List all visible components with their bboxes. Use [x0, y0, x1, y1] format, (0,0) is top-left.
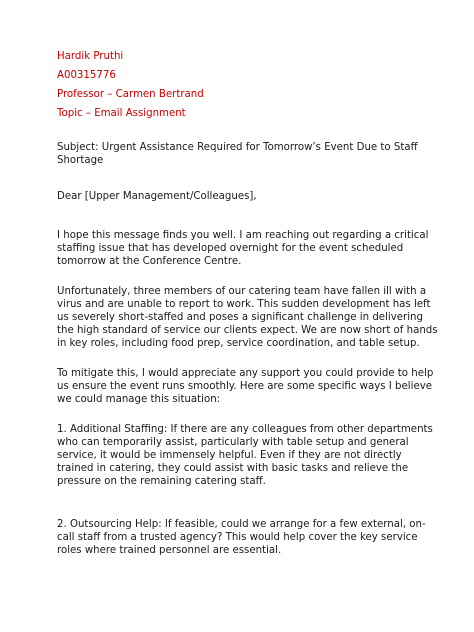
professor-line: Professor – Carmen Bertrand — [57, 89, 204, 100]
author-name: Hardik Pruthi — [57, 51, 124, 62]
paragraph-issue — [57, 285, 438, 350]
paragraph-line: us ensure the event runs smoothly. Here are some specific ways I believe — [57, 381, 433, 392]
paragraph-line: roles where trained personnel are essential. — [57, 545, 282, 556]
subject-line-2: Shortage — [57, 155, 104, 166]
paragraph-staffing — [57, 423, 433, 488]
document-page — [57, 50, 438, 557]
paragraph-line: the high standard of service our clients expect. We are now short of hands — [57, 325, 438, 336]
header-block — [57, 50, 427, 120]
paragraph-line: who can temporarily assist, particularly with table setup and general — [57, 437, 409, 448]
paragraph-line: service, it would be immensely helpful. Even if they are not directly — [57, 450, 402, 461]
paragraph-line: staffing issue that has developed overnight for the event scheduled — [57, 243, 404, 254]
subject-line-1: Subject: Urgent Assistance Required for Tomorrow’s Event Due to Staff — [57, 142, 418, 153]
paragraph-line: us severely short-staffed and poses a significant challenge in delivering — [57, 312, 423, 323]
paragraph-line: Unfortunately, three members of our catering team have fallen ill with a — [57, 286, 427, 297]
paragraph-intro — [57, 229, 427, 268]
paragraph-line: we could manage this situation: — [57, 394, 221, 405]
paragraph-line: virus and are unable to report to work. This sudden development has left — [57, 299, 431, 310]
paragraph-line: To mitigate this, I would appreciate any support you could provide to help — [57, 368, 434, 379]
paragraph-line: pressure on the remaining catering staff. — [57, 476, 266, 487]
topic-line: Topic – Email Assignment — [57, 108, 186, 119]
student-id: A00315776 — [57, 70, 116, 81]
paragraph-mitigation — [57, 367, 434, 406]
paragraph-line: tomorrow at the Conference Centre. — [57, 256, 242, 267]
paragraph-line: trained in catering, they could assist with basic tasks and relieve the — [57, 463, 409, 474]
subject-line — [57, 141, 427, 167]
paragraph-line: in key roles, including food prep, service coordination, and table setup. — [57, 338, 420, 349]
paragraph-line: 1. Additional Staffing: If there are any colleagues from other departments — [57, 424, 433, 435]
paragraph-line: I hope this message finds you well. I am reaching out regarding a critical — [57, 230, 429, 241]
greeting — [57, 190, 427, 203]
paragraph-line: 2. Outsourcing Help: If feasible, could we arrange for a few external, on- — [57, 519, 426, 530]
paragraph-line: call staff from a trusted agency? This would help cover the key service — [57, 532, 418, 543]
greeting-text: Dear [Upper Management/Colleagues], — [57, 191, 257, 202]
paragraph-outsourcing — [57, 518, 427, 557]
